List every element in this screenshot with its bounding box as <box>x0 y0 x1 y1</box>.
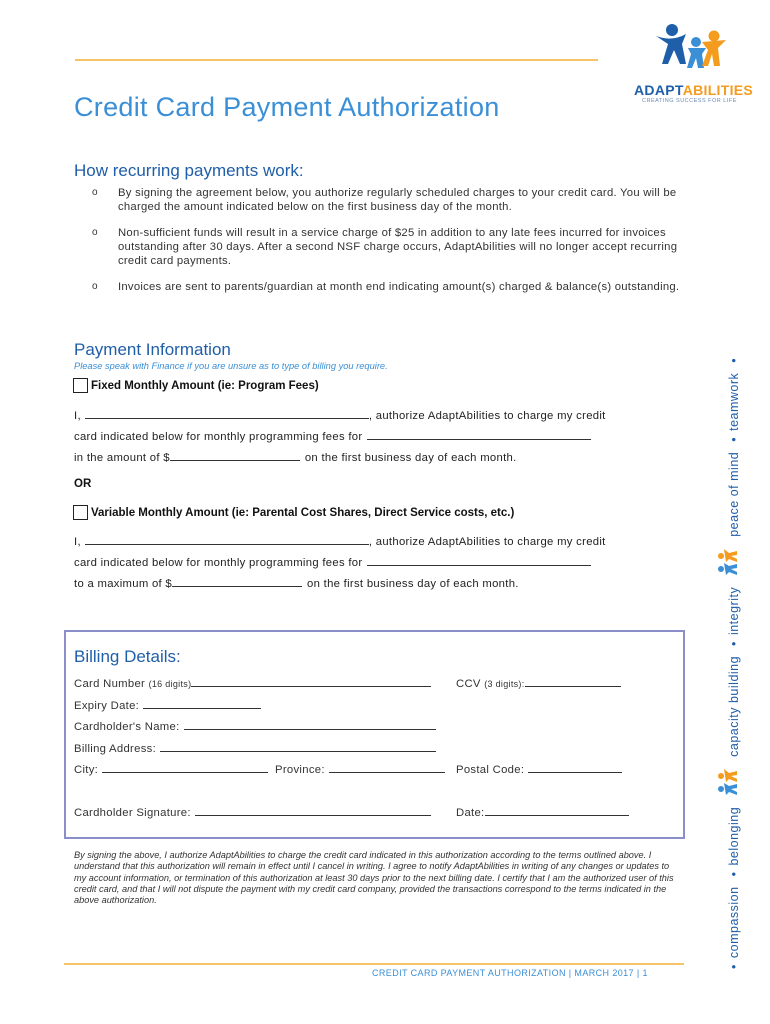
variable-name-field[interactable] <box>85 533 369 545</box>
header-rule <box>75 59 598 61</box>
value-belonging: belonging <box>727 806 741 866</box>
fixed-line-2: card indicated below for monthly programming fees for <box>74 428 591 443</box>
variable-amount-field[interactable] <box>172 575 302 587</box>
cardholder-name-field[interactable] <box>184 718 436 730</box>
values-sidebar: •compassion •belonging capacity building •integrity peace of mind •teamwork • <box>716 355 741 975</box>
variable-line-3: to a maximum of $ on the first business day of each month. <box>74 575 519 590</box>
signature-row: Cardholder Signature: <box>74 804 431 819</box>
ccv-row: CCV (3 digits): <box>456 675 621 690</box>
payment-heading: Payment Information <box>74 340 231 359</box>
fixed-line-3: in the amount of $ on the first business day of each month. <box>74 449 517 464</box>
footer-rule <box>64 963 684 965</box>
people-figures-icon <box>650 22 730 82</box>
billing-address-field[interactable] <box>160 740 436 752</box>
variable-checkbox[interactable] <box>73 505 88 520</box>
or-label: OR <box>74 478 92 490</box>
card-number-row: Card Number (16 digits) <box>74 675 431 690</box>
variable-line-2: card indicated below for monthly programming fees for <box>74 554 591 569</box>
postal-row: Postal Code: <box>456 761 622 776</box>
variable-line-1: I, , authorize AdaptAbilities to charge my credit <box>74 533 606 548</box>
fixed-amount-field[interactable] <box>170 449 300 461</box>
cardholder-name-row: Cardholder's Name: <box>74 718 436 733</box>
list-item: o By signing the agreement below, you authorize regularly scheduled charges to your credit card. You will be charged the amount indicated below on the first business day of the month. <box>92 187 677 213</box>
fixed-line-1: I, , authorize AdaptAbilities to charge my credit <box>74 407 606 422</box>
bullet-icon: o <box>92 227 98 238</box>
page-title: Credit Card Payment Authorization <box>74 92 500 122</box>
authorization-legal-text: By signing the above, I authorize AdaptAbilities to charge the credit card indicated in this authorization according to the terms outlined above. I understand that this authorization will remain in effect until I cancel in writing. I agree to notify AdaptAbilities in writing of any changes or updates to my account information, or termination of this authorization at least 30 days prior to the next billing date. I certify that I am the authorized user of this credit card, and that I will not dispute the payment with my credit card company, provided the transactions correspond to the terms indicated in the above authorization. <box>74 850 674 906</box>
expiry-field[interactable] <box>143 697 261 709</box>
payment-note: Please speak with Finance if you are unsure as to type of billing you require. <box>74 361 388 371</box>
logo-wordmark: ADAPTABILITIES <box>634 82 754 98</box>
ccv-field[interactable] <box>525 675 621 687</box>
bullet-icon: o <box>92 281 98 292</box>
date-field[interactable] <box>485 804 629 816</box>
figure-icon <box>716 767 741 797</box>
fixed-option[interactable]: Fixed Monthly Amount (ie: Program Fees) <box>73 378 319 393</box>
province-row: Province: <box>275 761 445 776</box>
recurring-heading: How recurring payments work: <box>74 161 304 180</box>
page-footer: CREDIT CARD PAYMENT AUTHORIZATION | MARCH 2017 | 1 <box>372 968 648 978</box>
value-compassion: compassion <box>727 886 741 959</box>
value-capacity-building: capacity building <box>727 655 741 757</box>
value-peace-of-mind: peace of mind <box>727 451 741 537</box>
fixed-name-field[interactable] <box>85 407 369 419</box>
billing-heading: Billing Details: <box>74 647 181 666</box>
signature-field[interactable] <box>195 804 431 816</box>
province-field[interactable] <box>329 761 445 773</box>
value-integrity: integrity <box>727 586 741 636</box>
billing-address-row: Billing Address: <box>74 740 436 755</box>
list-item: o Invoices are sent to parents/guardian at month end indicating amount(s) charged & balance(s) outstanding. <box>92 281 680 293</box>
list-item: o Non-sufficient funds will result in a service charge of $25 in addition to any late fees incurred for invoices outstanding after 30 days. After a second NSF charge occurs, AdaptAbilities will no longer accept recurring credit card payments. <box>92 227 678 267</box>
card-number-field[interactable] <box>191 675 431 687</box>
value-teamwork: teamwork <box>727 372 741 431</box>
recurring-list <box>92 186 682 306</box>
city-row: City: <box>74 761 268 776</box>
logo-tagline: CREATING SUCCESS FOR LIFE <box>642 98 737 104</box>
postal-field[interactable] <box>528 761 622 773</box>
city-field[interactable] <box>102 761 268 773</box>
bullet-icon: o <box>92 187 98 198</box>
variable-option[interactable]: Variable Monthly Amount (ie: Parental Cost Shares, Direct Service costs, etc.) <box>73 505 514 520</box>
fixed-checkbox[interactable] <box>73 378 88 393</box>
adaptabilities-logo <box>650 22 730 82</box>
variable-program-field[interactable] <box>367 554 591 566</box>
expiry-row: Expiry Date: <box>74 697 261 712</box>
figure-icon <box>716 547 741 577</box>
fixed-program-field[interactable] <box>367 428 591 440</box>
date-row: Date: <box>456 804 629 819</box>
